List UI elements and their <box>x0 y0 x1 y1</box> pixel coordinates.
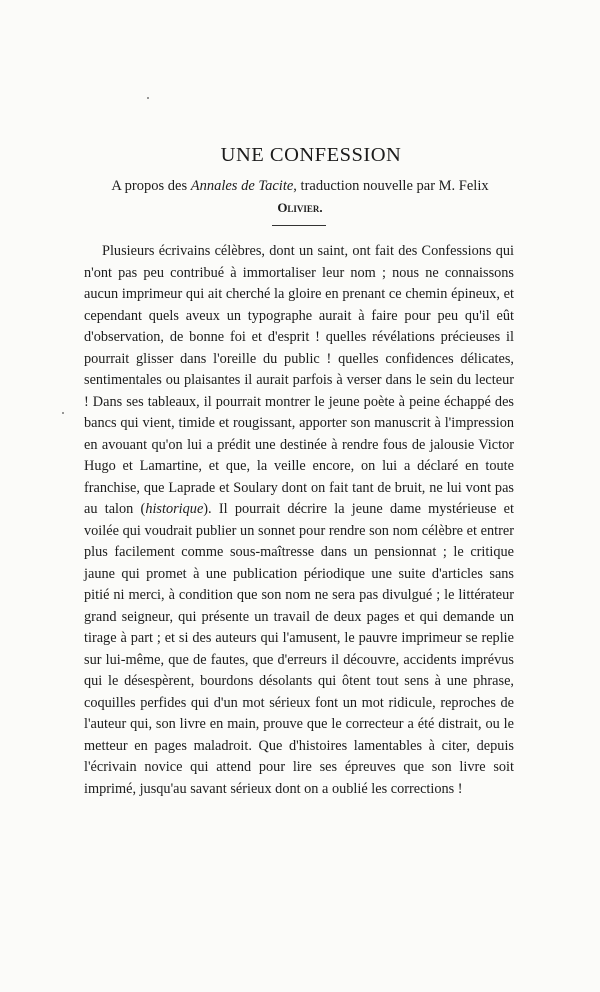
print-speck <box>62 412 64 414</box>
body-part-1: Plusieurs écrivains célèbres, dont un saint, ont fait des Confessions qui n'ont pas peu contribué à immortaliser leur nom ; nous ne connaissons aucun imprimeur qui ait cherché la gloire en prenant ce chemin épineux, et cependant quels aveux un typographe aurait à faire pour peu qu'il eût d'observation, de bonne foi et d'esprit ! quelles révélations précieuses il pourrait glisser dans l'oreille du public ! quelles confidences délicates, sentimentales ou plaisantes il aurait parfois à verser dans le sein du lecteur ! Dans ses tableaux, il pourrait montrer le jeune poète à peine échappé des bancs qui vient, timide et rougissant, apporter son manuscrit à l'impression en avouant qu'on lui a prédit une destinée à rendre fous de jalousie Victor Hugo et Lamartine, et que, la veille encore, on lui a déclaré en toute franchise, que Laprade et Soulary dont on fait tant de bruit, ne lui vont pas au talon ( <box>84 243 514 517</box>
subtitle-middle: , traduction nouvelle par M. Felix <box>293 178 489 194</box>
print-speck <box>147 97 149 99</box>
body-emphasis: historique <box>145 501 204 517</box>
subtitle-prefix: A propos des <box>111 178 191 194</box>
body-part-2: ). Il pourrait décrire la jeune dame mystérieuse et voilée qui voudrait publier un sonnet pour rendre son nom célèbre et entrer plus facilement comme sous-maîtresse dans un pensionnat ; le critique jaune qui promet à une publication périodique une suite d'articles sans pitié ni merci, à condition que son nom ne sera pas divulgué ; le littérateur grand seigneur, qui présente un travail de deux pages et qui demande un tirage à part ; et si des auteurs qui l'amusent, le pauvre imprimeur se replie sur lui-même, que de fautes, que d'erreurs il découvre, accidents imprévus qui le désespèrent, bourdons désolants qui ôtent tout sens à une phrase, coquilles perfides qui d'un mot sérieux font un mot ridicule, reproches de l'auteur qui, son livre en main, prouve que le correcteur a été distrait, ou le metteur en pages maladroit. Que d'histoires lamentables à citer, depuis l'écrivain novice qui attend pour lire ses épreuves que son livre soit imprimé, jusqu'au savant sérieux dont on a oublié les corrections ! <box>84 501 514 797</box>
subtitle <box>84 176 516 219</box>
subtitle-author: Olivier. <box>277 200 323 215</box>
subtitle-work: Annales de Tacite <box>190 178 294 194</box>
title-rule <box>272 225 326 226</box>
body-paragraph <box>84 241 514 800</box>
page-title: UNE CONFESSION <box>220 144 402 166</box>
